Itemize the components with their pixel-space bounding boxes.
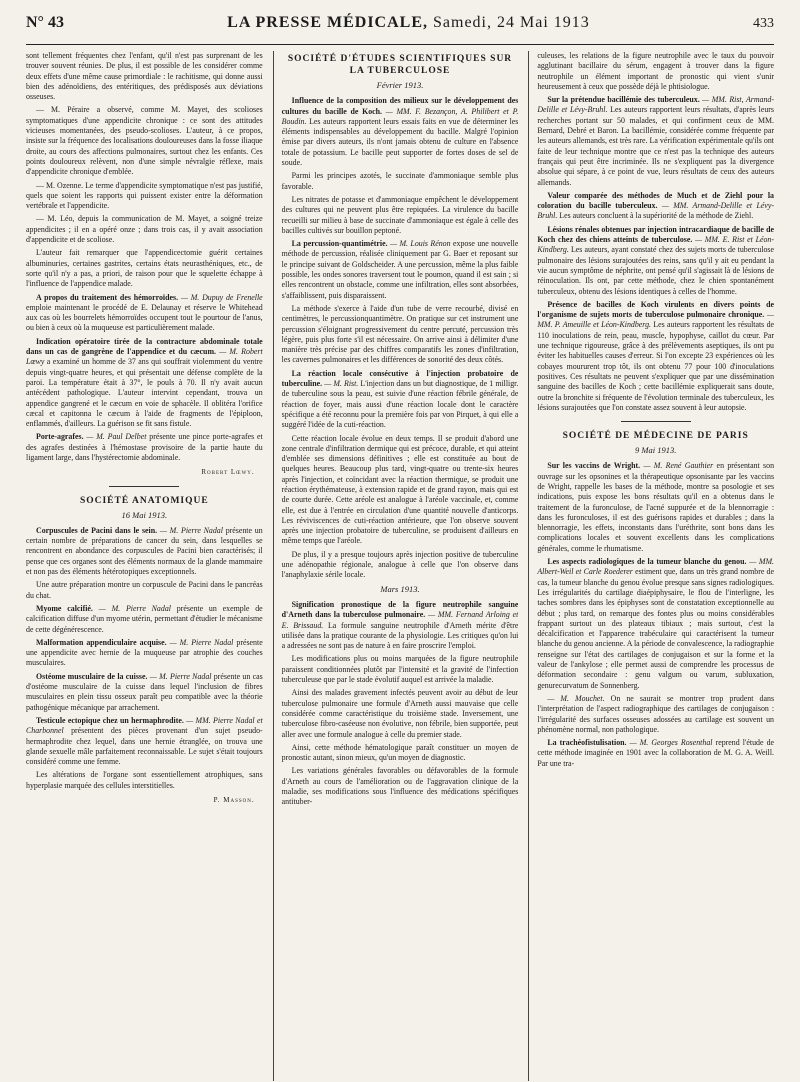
communication-title: La trachéofistulisation. — [547, 738, 627, 748]
communication-title: Les aspects radiologiques de la tumeur blanche du genou. — [547, 557, 747, 567]
communication-text: présente une pince porte-agrafes et des agrafes destinées à l'hémostase provisoire de la partie haute du ligament large, dans l'hystérectomie abdominale. — [26, 432, 263, 462]
communication-title: Ostéome musculaire de la cuisse. — [36, 671, 148, 681]
communication-title: A propos du traitement des hémorroïdes. — [36, 292, 179, 302]
communication-author: — MM. Armand-Delille et Lévy-Bruhl. — [537, 201, 774, 221]
communication — [537, 191, 774, 222]
communication-title: Sur les vaccins de Wright. — [547, 461, 641, 471]
communication-text: On ne saurait se montrer trop prudent dans l'interprétation de l'aspect radiographique des cartilages de conjugaison : l'irrégularité des surfaces osseuses adossées au cartilage est souvent un phénomène normal, non pathologique. — [537, 693, 774, 734]
paragraph: Une autre préparation montre un corpuscule de Pacini dans le pancréas du chat. — [26, 580, 263, 600]
signature: Robert Lœwy. — [201, 468, 255, 477]
paragraph: Ainsi des malades gravement infectés peuvent avoir au début de leur tuberculose pulmonaire une formule d'Arneth aussi mauvaise que celle considérée comme caractéristique du troisième stade. Inversement, une tuberculose fibro-caséeuse non évolutive, non fébrile, bien supportée, peut aller avec une formule analogue à celle du premier stade. — [281, 688, 519, 739]
communication — [282, 96, 519, 168]
communication-text: L'injection dans un but diagnostique, de 1 milligr. de tuberculine sous la peau, est suivie d'une réaction fébrile générale, de réaction de foyer, mais aussi d'une réaction locale dont le caractère spécifique a été reconnu pour la première fois par von Pirquet, à qui elle a suggéré l'idée de la cuti-réaction. — [281, 379, 519, 430]
communication-text: expose une nouvelle méthode de percussion, réalisée cliniquement par G. Baer et reposant sur le principe suivant de Goldscheider. A une percussion, même la plus faible possible, les ondes sonores traversent tout le poumon, quand il est sain ; si elles rencontrent un obstacle, comme une infiltration, elles sont absorbées, s'affaiblissent, puis disparaissent. — [281, 239, 519, 300]
paragraph: Les nitrates de potasse et d'ammoniaque empêchent le développement des cultures qui ne peuvent plus être repiquées. La virulence du bacille recueilli sur milieu à base de succinate d'ammoniaque est égale à celle des bacilles cultivés sur bouillon peptoné. — [281, 194, 519, 235]
communication — [26, 638, 263, 669]
paragraph: Les modifications plus ou moins marquées de la figure neutrophile paraissent conditionnées plutôt par l'intensité et la gravité de l'infection tuberculeuse que par le stade évolutif auquel est arrivée la maladie. — [281, 654, 519, 685]
communication-title: Testicule ectopique chez un hermaphrodite. — [36, 715, 184, 725]
communication — [537, 95, 774, 188]
communication-author: — M. Dupuy de Frenelle — [178, 292, 263, 302]
paragraph: L'auteur fait remarquer que l'appendicectomie guérit certaines albuminuries, certaines gastrites, certains états neurasthéniques, etc., de sorte qu'il n'y a pas, a priori, de raison pour que le squelette échappe à l'influence de l'appendice malade. — [26, 248, 263, 289]
communication-text: Les auteurs, ayant constaté chez des sujets morts de tuberculose pulmonaire des lésions surajoutées des reins, sans qu'il y ait eu pendant la vie aucun symptôme de néphrite, ont pensé qu'il s'agissait là de lésions de réinoculation. Ils ont, par cette méthode, chez le chien spontanément tuberculeux, obtenu des lésions identiques à celles de l'homme. — [537, 245, 774, 296]
communication — [282, 239, 519, 301]
communication-title: Indication opératoire tirée de la contracture abdominale totale dans un cas de gangrène de l'appendice et du cæcum. — [26, 336, 263, 357]
communication-author: — MM. Fernand Arloing et E. Brissaud. — [281, 610, 519, 630]
section-title: SOCIÉTÉ ANATOMIQUE — [79, 495, 209, 506]
communication-text: Les auteurs concluent à la supériorité de la méthode de Ziehl. — [557, 211, 754, 221]
issue-date: Samedi, 24 Mai 1913 — [428, 14, 590, 31]
communication-text: présente un exemple de calcification diffuse d'un myome utérin, permettant d'étudier le mécanisme de cette dégénérescence. — [26, 603, 263, 634]
communication-author: — M. Mouchet. — [547, 693, 605, 703]
communication-text: Les auteurs rapportent les résultats de 110 inoculations de rein, peau, muscle, hypophyse, caillot du cœur. Par une technique rigoureuse, grâce à des prélèvements aseptiques, ils ont pu éviter les habituelles causes d'erreur. Si l'on excepte 23 expériences où les cobayes moururent trop tôt, ils ont obtenu 77 pour 100 d'inoculations positives. Ces résultats ne peuvent s'expliquer que par une dissémination sanguine des bacilles de Koch ; cette bacillémie expliquerait sans doute, outre la bronchite si fréquente de l'évolution terminale des tuberculeux, les lésions surajoutées que l'on constate assez souvent à leur autopsie. — [537, 320, 774, 412]
paragraph: Les variations générales favorables ou défavorables de la formule d'Arneth au cours de l'amélioration ou de l'aggravation clinique de la maladie, ses modifications sous l'influence des médications spécifiques antituber- — [281, 766, 519, 807]
communication-title: Malformation appendiculaire acquise. — [36, 637, 167, 647]
issue-number: N° 43 — [26, 14, 64, 31]
communication-title: La réaction locale consécutive à l'injection probatoire de tuberculine. — [281, 368, 519, 389]
communication-author: — M. Rist. — [322, 379, 359, 389]
communication-text: Les auteurs rapportent leurs essais faits en vue de déterminer les éléments indispensables au développement du bacille. Malgré l'opinion émise par divers auteurs, ils n'ont jamais obtenu de culture en l'absence totale de potassium. Le bacille peut supporter de fortes doses de sel de soude. — [281, 116, 519, 168]
communication-title: La percussion-quantimétrie. — [291, 239, 388, 249]
communication-author: — M. Robert Lœwy — [26, 347, 263, 367]
communication-author: — MM. Rist, Armand-Delille et Lévy-Bruhl. — [537, 95, 774, 115]
communication-title: Valeur comparée des méthodes de Much et de Ziehl pour la coloration du bacille tuberculeux. — [537, 190, 774, 211]
communication-text: Les auteurs rapportent leurs résultats, d'après leurs recherches portant sur 50 malades, et qui confirment ceux de MM. Bernard, Debré et Baron. La bacillémie, considérée comme fréquente par les auteurs allemands, est très rare. La vérification expérimentale qu'ils ont faite de leur technique montre que ce n'est pas la technique des auteurs français qui peut être incriminée. Ils ne s'expliquent pas la divergence absolue qui sépare, à ce point de vue, leurs résultats de ceux des auteurs allemands. — [537, 105, 774, 187]
paragraph: sont tellement fréquentes chez l'enfant, qu'il n'est pas surprenant de les trouver souvent réunies. De plus, il est possible de les considérer comme deux effets d'une même cause primordiale : le rachitisme, qui donne aussi bien des adénoïdiens, des entéritiques, des prédisposés aux déviations osseuses. — [26, 51, 263, 102]
paragraph: — M. Léo, depuis la communication de M. Mayet, a soigné treize appendicites ; il en a opéré onze ; dans trois cas, il y avait association d'appendicite et de scoliose. — [26, 214, 263, 245]
communication-text: emploie maintenant le procédé de E. Delaunay et réserve le Whitehead aux cas où les bourrelets hémorroïdes occupent tout le pourtour de l'anus, ou bien à ceux où la muqueuse est particulièrement malade. — [26, 302, 263, 333]
communication-text: La formule sanguine neutrophile d'Arneth mérite d'être utilisée dans la pratique courante de la physiologie. Les critiques qu'on lui a adressées ne sont pas de nature à en faire proscrire l'emploi. — [281, 620, 519, 651]
communication-text: en présentant son ouvrage sur les opsonines et la thérapeutique opsonisante par les vaccins de Wright, rappelle les bases de la méthode, montre sa posologie et ses indications, puis expose les bons résultats qu'il en a obtenus dans le traitement de la furonculose, de l'acné suppurée et de la blennorragie : dans les furonculoses, il est des guérisons rapides et durables ; dans la blennorragie, les effets, inconstants dans l'uréthrite, sont bons dans les complications locales et souvent excellents dans les complications générales, comme le rhumatisme. — [537, 461, 774, 553]
communication-text: reprend l'étude de cette méthode imaginée en 1901 avec la collaboration de M. G. A. Weill. Par une tra- — [537, 738, 774, 768]
communication-title: Sur la prétendue bacillémie des tuberculeux. — [547, 95, 700, 105]
communication-author: — MM. Albert-Weil et Carle Roederer — [537, 557, 774, 577]
communication — [26, 716, 263, 767]
communication — [26, 526, 263, 577]
communication-title: Lésions rénales obtenues par injection intracardiaque de bacille de Koch chez des chiens atteints de tuberculose. — [537, 224, 774, 245]
communication — [26, 432, 263, 463]
paragraph: Ainsi, cette méthode hématologique paraît constituer un moyen de pronostic autant, sinon mieux, qu'un moyen de diagnostic. — [281, 742, 519, 763]
communication-author: — M. Pierre Nadal — [157, 525, 223, 535]
communication — [537, 225, 774, 297]
paragraph: Cette réaction locale évolue en deux temps. Il se produit d'abord une zone centrale d'infiltration dermique qui est précoce, durable, et qui atteint d'emblée ses dimensions définitives ; elle est constituée au bout de quelques heures. Beaucoup plus tard, vingt-quatre ou trente-six heures après l'injection, et coïncidant avec la réaction thermique, se produit une réaction érythémateuse, à extension rapide et de grand rayon, mais qui est de courte durée. Cette aréole est analogue à l'aréole vaccinale, et, comme elle, est due à l'entrée en circulation d'une quantité nouvelle d'anticorps. Les réviviscences de cuti-réaction antérieure, que l'on observe souvent après une injection probatoire de tuberculine, se produisent d'ailleurs en même temps que l'aréole. — [281, 433, 519, 546]
communication — [26, 293, 263, 334]
section-date: Mars 1913. — [380, 583, 420, 594]
communication-author: — M. Louis Rénon — [387, 239, 451, 249]
communication-text: estiment que, dans un très grand nombre de cas, la tumeur blanche du genou évolue presque sans signes radiologiques. Les irrégularités du cartilage diaépiphysaire, le flou de l'interligne, les taches sombres dans les épiphyses sont de constatation exceptionnelle au début ; plus tard, on remarque des fontes plus ou moins considérables frappant surtout un des plateaux tibiaux ; mais surtout, c'est la décalcification et l'apparence trabéculaire qui caractérisent la tumeur blanche du genou ancienne. A la période de convalescence, la radiographie renseigne sur l'état des cartilages de conjugaison et sur la forme et la valeur de l'ankylose ; elle permet aussi de comprendre les processus de déformation secondaire : genu valgum ou varum, subluxation, genurecurvatum de Sonnenberg. — [537, 567, 774, 690]
communication-author: — M. Pierre Nadal — [166, 637, 234, 647]
communication-text: a examiné un homme de 37 ans qui souffrait violemment du ventre depuis vingt-quatre heures, et qui présentait une défense complète de la paroi. La température était à 37°, le pouls à 70. Il n'y avait aucun antécédent pathologique. L'auteur intervint cependant, trouva un appendice gangrené et le cæcum en voie de sphacèle. Il oblitéra l'orifice cæcal et capitonna le cæcum à l'aide de fragments de l'épiploon, enflammés, d'ailleurs. La guérison se fit sans fistule. — [26, 357, 263, 429]
communication-title: Porte-agrafes. — [36, 432, 84, 442]
page-number: 433 — [752, 16, 774, 31]
communication-title: Corpuscules de Pacini dans le sein. — [36, 525, 158, 535]
section-date: Février 1913. — [376, 80, 424, 90]
communication-title: Myome calcifié. — [36, 603, 93, 613]
communication — [537, 694, 774, 735]
communication-title: Présence de bacilles de Koch virulents en divers points de l'organisme de sujets morts de tuberculose pulmonaire chronique. — [537, 299, 774, 320]
paragraph: — M. Ozenne. Le terme d'appendicite symptomatique n'est pas justifié, quels que soient les rapports qui puissent exister entre la déformation vertébrale et l'appendicite. — [26, 180, 263, 211]
signature: P. Masson. — [213, 796, 255, 804]
communication-author: — MM. E. Rist et Léon-Kindberg. — [537, 235, 774, 255]
communication-title: Influence de la composition des milieux sur le développement des cultures du bacille de Koch. — [281, 96, 519, 116]
communication-text: présente un certain nombre de préparations de cancer du sein, dans lesquelles se rencontrent en abondance des corpuscules de Pacini bien caractérisés; il pense que ces organes sont des éléments normaux de la glande mammaire et non pas des éléments hétérotopiques exceptionnels. — [26, 525, 263, 577]
section-title: SOCIÉTÉ DE MÉDECINE DE PARIS — [562, 431, 749, 442]
communication — [537, 738, 774, 769]
journal-name: LA PRESSE MÉDICALE, — [227, 14, 428, 31]
journal-title — [227, 14, 590, 32]
paragraph: Parmi les principes azotés, le succinate d'ammoniaque semble plus favorable. — [281, 171, 519, 191]
paragraph: De plus, il y a presque toujours après injection positive de tuberculine une adénopathie régionale, analogue à celle que l'on observe dans l'anaphylaxie sérile locale. — [281, 549, 519, 580]
communication-author: — MM. F. Bezançon, A. Philibert et P. Boudin. — [281, 106, 519, 126]
section-title: SOCIÉTÉ D'ÉTUDES SCIENTIFIQUES SUR LA TUBERCULOSE — [287, 54, 513, 76]
communication-author: — M. René Gauthier — [640, 461, 714, 471]
communication — [282, 369, 519, 431]
communication-author: — M. Pierre Nadal — [147, 671, 212, 681]
text-columns — [26, 51, 774, 1081]
section-date: 16 Mai 1913. — [121, 509, 168, 520]
communication-author: — M. Pierre Nadal — [92, 603, 171, 613]
communication — [282, 600, 519, 651]
section-date: 9 Mai 1913. — [635, 445, 677, 456]
page-header — [26, 14, 774, 45]
column-2 — [273, 51, 519, 1081]
communication-title: Signification pronostique de la figure neutrophile sanguine d'Arneth dans la tuberculose pulmonaire. — [281, 599, 519, 620]
communication-author: — MM. Pierre Nadal et Charbonnel — [26, 715, 263, 736]
paragraph: culeuses, les relations de la figure neutrophile avec le taux du pouvoir agglutinant bacillaire du sérum, engagent à trouver dans la figure neutrophile un élément important de pronostic qui vient s'unir heureusement à ceux que possède déjà le phtisiologue. — [537, 51, 774, 91]
communication-author: — M. Paul Delbet — [83, 432, 147, 442]
communication-text: présente un cas d'ostéome musculaire de la cuisse dans lequel l'inclusion de fibres musculaires en plein tissu osseux paraît peu compatible avec la théorie pathogénique mécanique par arrachement. — [26, 671, 263, 712]
communication-author: — M. Georges Rosenthal — [626, 738, 713, 748]
communication — [537, 557, 774, 691]
divider — [621, 421, 691, 422]
communication — [26, 672, 263, 713]
communication — [537, 461, 774, 554]
column-1 — [26, 51, 263, 1081]
paragraph: La méthode s'exerce à l'aide d'un tube de verre recourbé, divisé en centimètres, le percussionquantimètre. On pratique sur cet instrument une percussion s'éloignant progressivement du centre percuté, percussion très légère, puis plus forte s'il est nécessaire. On arrive ainsi à délimiter d'une manière très précise par des chiffres comparatifs les zones d'infiltration, les cavernes pulmonaires et les différences de sonorité des deux côtés. — [281, 303, 519, 365]
communication-author: — MM. P. Ameuille et Léon-Kindberg. — [537, 310, 774, 330]
divider — [109, 486, 179, 487]
communication-text: présente une appendicite avec hernie de la muqueuse par atrophie des couches musculaires. — [26, 637, 263, 668]
communication — [537, 300, 774, 413]
communication-text: présentent des pièces provenant d'un sujet pseudo-hermaphrodite chez lequel, dans une hernie étranglée, on trouva une glande sexuelle mâle parfaitement reconnaissable. Le sujet s'était toujours considéré comme une femme. — [26, 726, 263, 767]
paragraph: Les altérations de l'organe sont essentiellement atrophiques, sans hyperplasie marquée des cellules interstitielles. — [26, 770, 263, 790]
column-3 — [528, 51, 774, 1081]
paragraph: — M. Péraire a observé, comme M. Mayet, des scolioses symptomatiques d'une appendicite chronique : ce sont des attitudes vicieuses momentanées, des pseudo-scolioses. L'auteur, à ce propos, insiste sur la fréquence des localisations douloureuses dans la fosse iliaque droite, au cours des affections pulmonaires, surtout chez les enfants. Ces points douloureux relèvent, non d'une simple névralgie réflexe, mais d'appendicite chronique d'emblée. — [26, 105, 263, 177]
communication — [26, 604, 263, 635]
communication — [26, 337, 263, 430]
